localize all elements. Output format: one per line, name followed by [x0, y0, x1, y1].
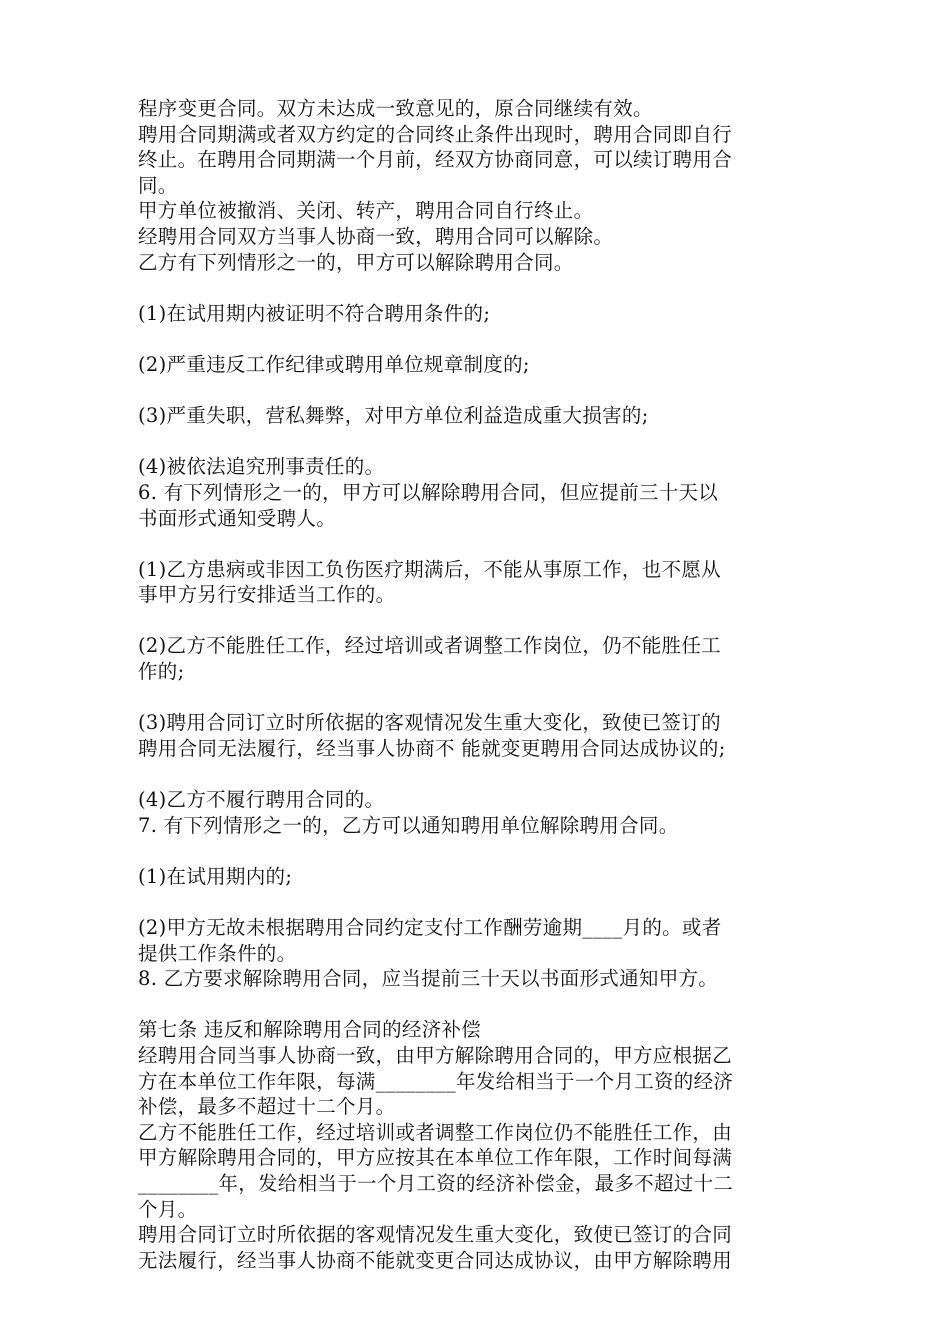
text-line: 补偿，最多不超过十二个月。 [138, 1095, 396, 1119]
text-line: 经聘用合同双方当事人协商一致，聘用合同可以解除。 [138, 224, 614, 248]
blank-line [138, 275, 814, 301]
text-line: (4)乙方不履行聘用合同的。 [138, 788, 385, 812]
text-line: 同。 [138, 173, 178, 197]
text-line: (2)甲方无故未根据聘用合同约定支付工作酬劳逾期____月的。或者 [138, 916, 722, 939]
text-line: 乙方不能胜任工作，经过培训或者调整工作岗位仍不能胜任工作，由 [138, 1120, 733, 1144]
blank-line [138, 685, 814, 711]
text-line: 提供工作条件的。 [138, 941, 297, 965]
blank-line [138, 608, 814, 634]
text-line: (4)被依法追究刑事责任的。 [138, 455, 385, 479]
text-line: 第七条 违反和解除聘用合同的经济补偿 [138, 1018, 482, 1042]
text-line: ________年，发给相当于一个月工资的经济补偿金，最多不超过十二 [138, 1171, 734, 1195]
blank-line [138, 429, 814, 455]
text-line: 终止。在聘用合同期满一个月前，经双方协商同意，可以续订聘用合 [138, 148, 733, 172]
text-line: (2)乙方不能胜任工作，经过培训或者调整工作岗位，仍不能胜任工 [138, 634, 721, 658]
text-line: 聘用合同订立时所依据的客观情况发生重大变化，致使已签订的合同 [138, 1223, 733, 1247]
text-line: (1)在试用期内的; [138, 864, 293, 888]
text-line: 乙方有下列情形之一的，甲方可以解除聘用合同。 [138, 250, 574, 274]
text-line: (3)严重失职，营私舞弊，对甲方单位利益造成重大损害的; [138, 404, 649, 428]
blank-line [138, 761, 814, 787]
blank-line [138, 326, 814, 352]
text-line: (2)严重违反工作纪律或聘用单位规章制度的; [138, 352, 530, 376]
blank-line [138, 838, 814, 864]
blank-line [138, 531, 814, 557]
document-body [138, 96, 814, 1273]
text-line: (3)聘用合同订立时所依据的客观情况发生重大变化，致使已签订的 [138, 711, 721, 735]
blank-line [138, 889, 814, 915]
text-line: 7. 有下列情形之一的，乙方可以通知聘用单位解除聘用合同。 [138, 813, 679, 837]
text-line: 个月。 [138, 1197, 198, 1221]
text-line: 事甲方另行安排适当工作的。 [138, 583, 396, 607]
blank-line [138, 992, 814, 1018]
text-line: (1)乙方患病或非因工负伤医疗期满后，不能从事原工作，也不愿从 [138, 557, 721, 581]
text-line: 聘用合同无法履行，经当事人协商不 能就变更聘用合同达成协议的; [138, 736, 726, 760]
text-line: 经聘用合同当事人协商一致，由甲方解除聘用合同的，甲方应根据乙 [138, 1043, 733, 1067]
text-line: 6. 有下列情形之一的，甲方可以解除聘用合同，但应提前三十天以 [138, 480, 719, 504]
text-line: 8. 乙方要求解除聘用合同，应当提前三十天以书面形式通知甲方。 [138, 967, 719, 991]
text-line: 甲方解除聘用合同的，甲方应按其在本单位工作年限，工作时间每满 [138, 1146, 733, 1170]
text-line: 无法履行，经当事人协商不能就变更合同达成协议，由甲方解除聘用 [138, 1248, 733, 1272]
text-line: 程序变更合同。双方未达成一致意见的，原合同继续有效。 [138, 97, 653, 120]
text-line: 甲方单位被撤消、关闭、转产，聘用合同自行终止。 [138, 199, 594, 223]
text-line: (1)在试用期内被证明不符合聘用条件的; [138, 301, 491, 325]
text-line: 聘用合同期满或者双方约定的合同终止条件出现时，聘用合同即自行 [138, 122, 733, 146]
blank-line [138, 378, 814, 404]
text-line: 方在本单位工作年限，每满________年发给相当于一个月工资的经济 [138, 1069, 734, 1093]
text-line: 书面形式通知受聘人。 [138, 506, 337, 530]
text-line: 作的; [138, 660, 185, 684]
